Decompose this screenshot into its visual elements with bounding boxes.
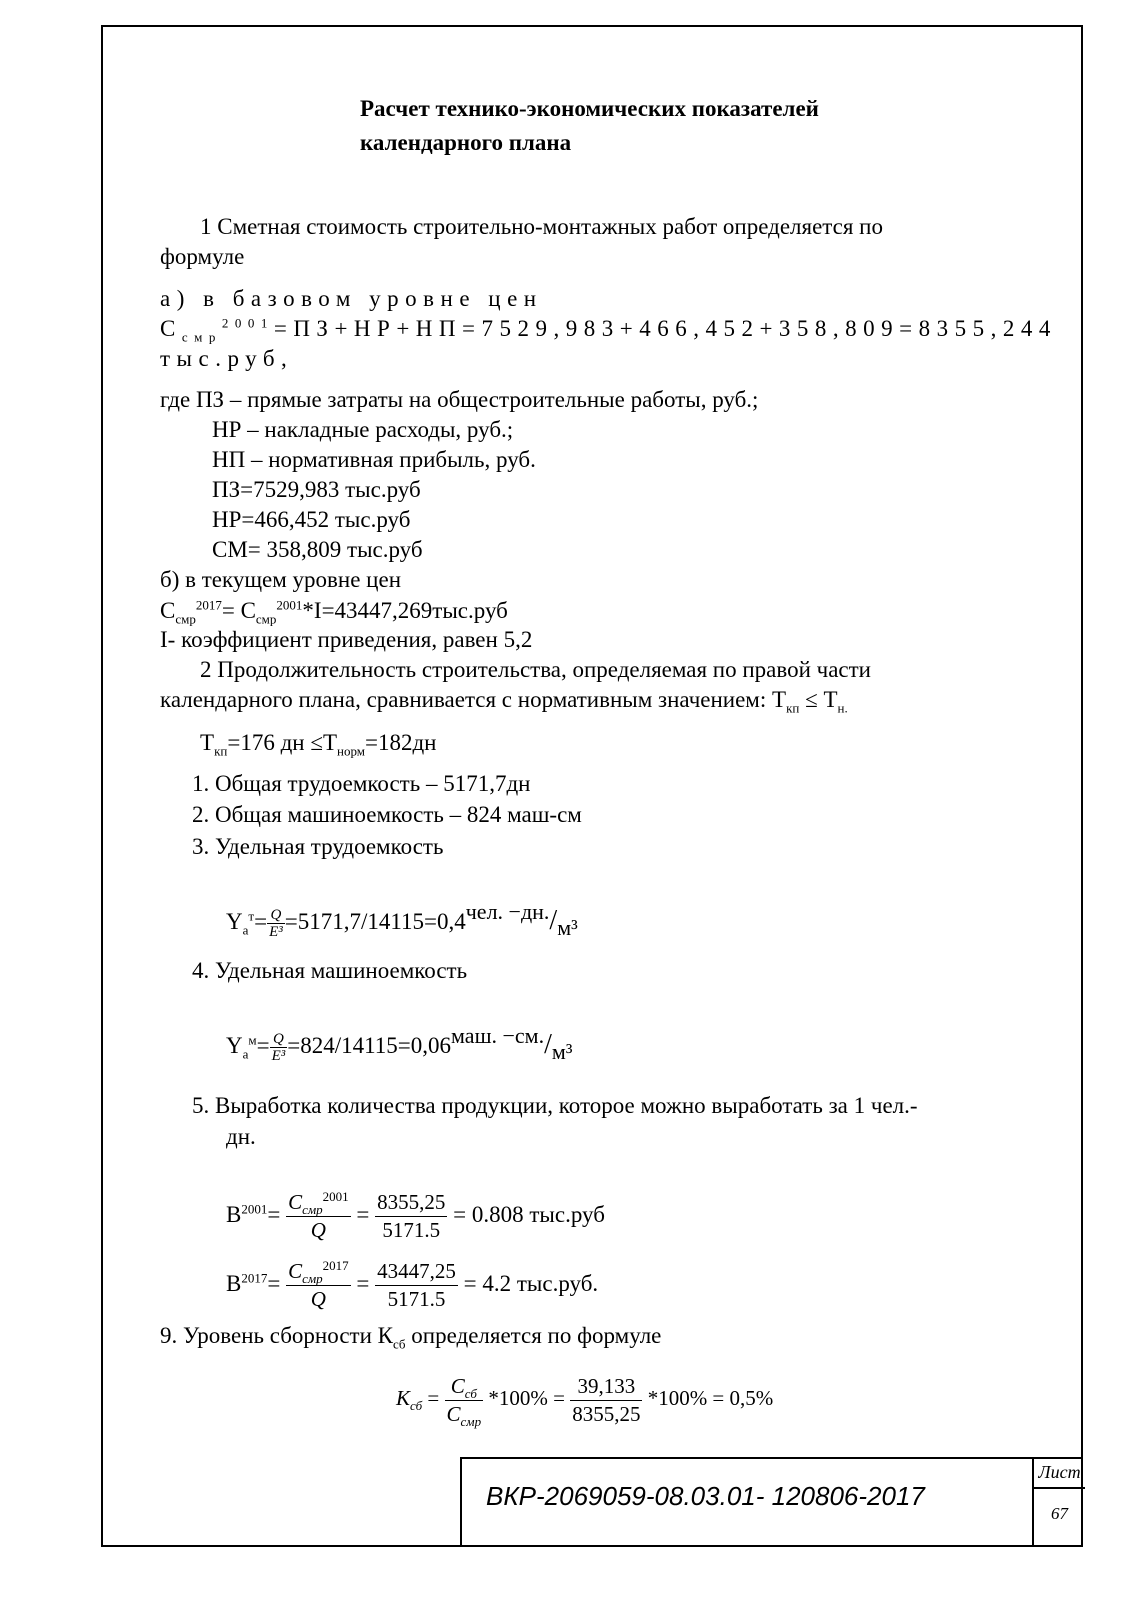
paragraph-1-line-1: 1 Сметная стоимость строительно-монтажных работ определяется по — [200, 214, 883, 239]
base-price-unit: тыс.руб, — [160, 346, 294, 371]
sm-value: СМ= 358,809 тыс.руб — [212, 537, 423, 562]
base-price-heading: а) в базовом уровне цен — [160, 286, 543, 311]
list-item-5-line-2: дн. — [226, 1124, 256, 1149]
document-code: ВКР-2069059-08.03.01- 120806-2017 — [486, 1481, 925, 1511]
title-block-stamp — [460, 1457, 1083, 1547]
where-pz-line: где ПЗ – прямые затраты на общестроительные работы, руб.; — [160, 387, 759, 412]
list-item-3: 3. Удельная трудоемкость — [192, 834, 444, 859]
sheet-box — [1032, 1457, 1085, 1547]
list-item-5-line-1: 5. Выработка количества продукции, которое можно выработать за 1 чел.- — [192, 1093, 918, 1118]
prefab-level-formula: $K_{сб}$ = $\frac{C_{сб}}{C_{смр}}$ *100% = $\frac{39,133}{8355,25}$ *100% = 0,5% — [396, 1373, 774, 1429]
paragraph-2-line-1: 2 Продолжительность строительства, определяемая по правой части — [200, 657, 871, 682]
output-2001-formula: $В^{2001}=$ $\frac{C_{смр}^{2001}}{Q}$ = $\frac{8355,25}{5171.5}$ = 0.808 тыс.руб — [226, 1189, 605, 1243]
list-item-9: 9. Уровень сборности $К_{сб}$ определяется по формуле — [160, 1323, 662, 1352]
where-np-line: НП – нормативная прибыль, руб. — [212, 447, 536, 472]
pz-value: ПЗ=7529,983 тыс.руб — [212, 477, 421, 502]
base-price-formula: $С_{смр}^{2001}=ПЗ+НР+НП=7529,983+466,452+358,809=8355,244$ — [160, 315, 1057, 345]
nr-value: НР=466,452 тыс.руб — [212, 507, 411, 532]
coefficient-line: I- коэффициент приведения, равен 5,2 — [160, 627, 533, 652]
list-item-1: 1. Общая трудоемкость – 5171,7дн — [192, 771, 531, 796]
sheet-label: Лист — [1034, 1457, 1085, 1489]
current-price-heading: б) в текущем уровне цен — [160, 567, 402, 592]
title-line-2: календарного плана — [360, 130, 572, 155]
list-item-4: 4. Удельная машиноемкость — [192, 958, 468, 983]
title-line-1: Расчет технико-экономических показателей — [360, 96, 819, 121]
current-price-formula: $С_{смр}^{2017}= С_{смр}^{2001}*I=43447,269тыс.руб$ — [160, 597, 508, 627]
duration-comparison: $Т_{кп}=176$ дн $\le Т_{норм}=182дн$ — [200, 730, 437, 759]
list-item-2: 2. Общая машиноемкость – 824 маш-см — [192, 802, 582, 827]
paragraph-1-line-2: формуле — [160, 244, 245, 269]
paragraph-2-line-2: календарного плана, сравнивается с нормативным значением: $Т_{кп} \le Т_{н.}$ — [160, 687, 848, 716]
sheet-number: 67 — [1051, 1504, 1068, 1523]
machine-intensity-formula: $Y_а^м=$ $\frac{Q}{\text{E³}}$ =824/14115=0,06маш. −см./м³ — [226, 1023, 573, 1065]
where-nr-line: НР – накладные расходы, руб.; — [212, 417, 514, 442]
labor-intensity-formula: $Y_а^т=$ $\frac{Q}{\text{E³}}$ =5171,7/14115=0,4чел. −дн./м³ — [226, 899, 578, 941]
output-2017-formula: $В^{2017}=$ $\frac{C_{смр}^{2017}}{Q}$ = $\frac{43447,25}{5171.5}$ = 4.2 тыс.руб. — [226, 1258, 599, 1312]
